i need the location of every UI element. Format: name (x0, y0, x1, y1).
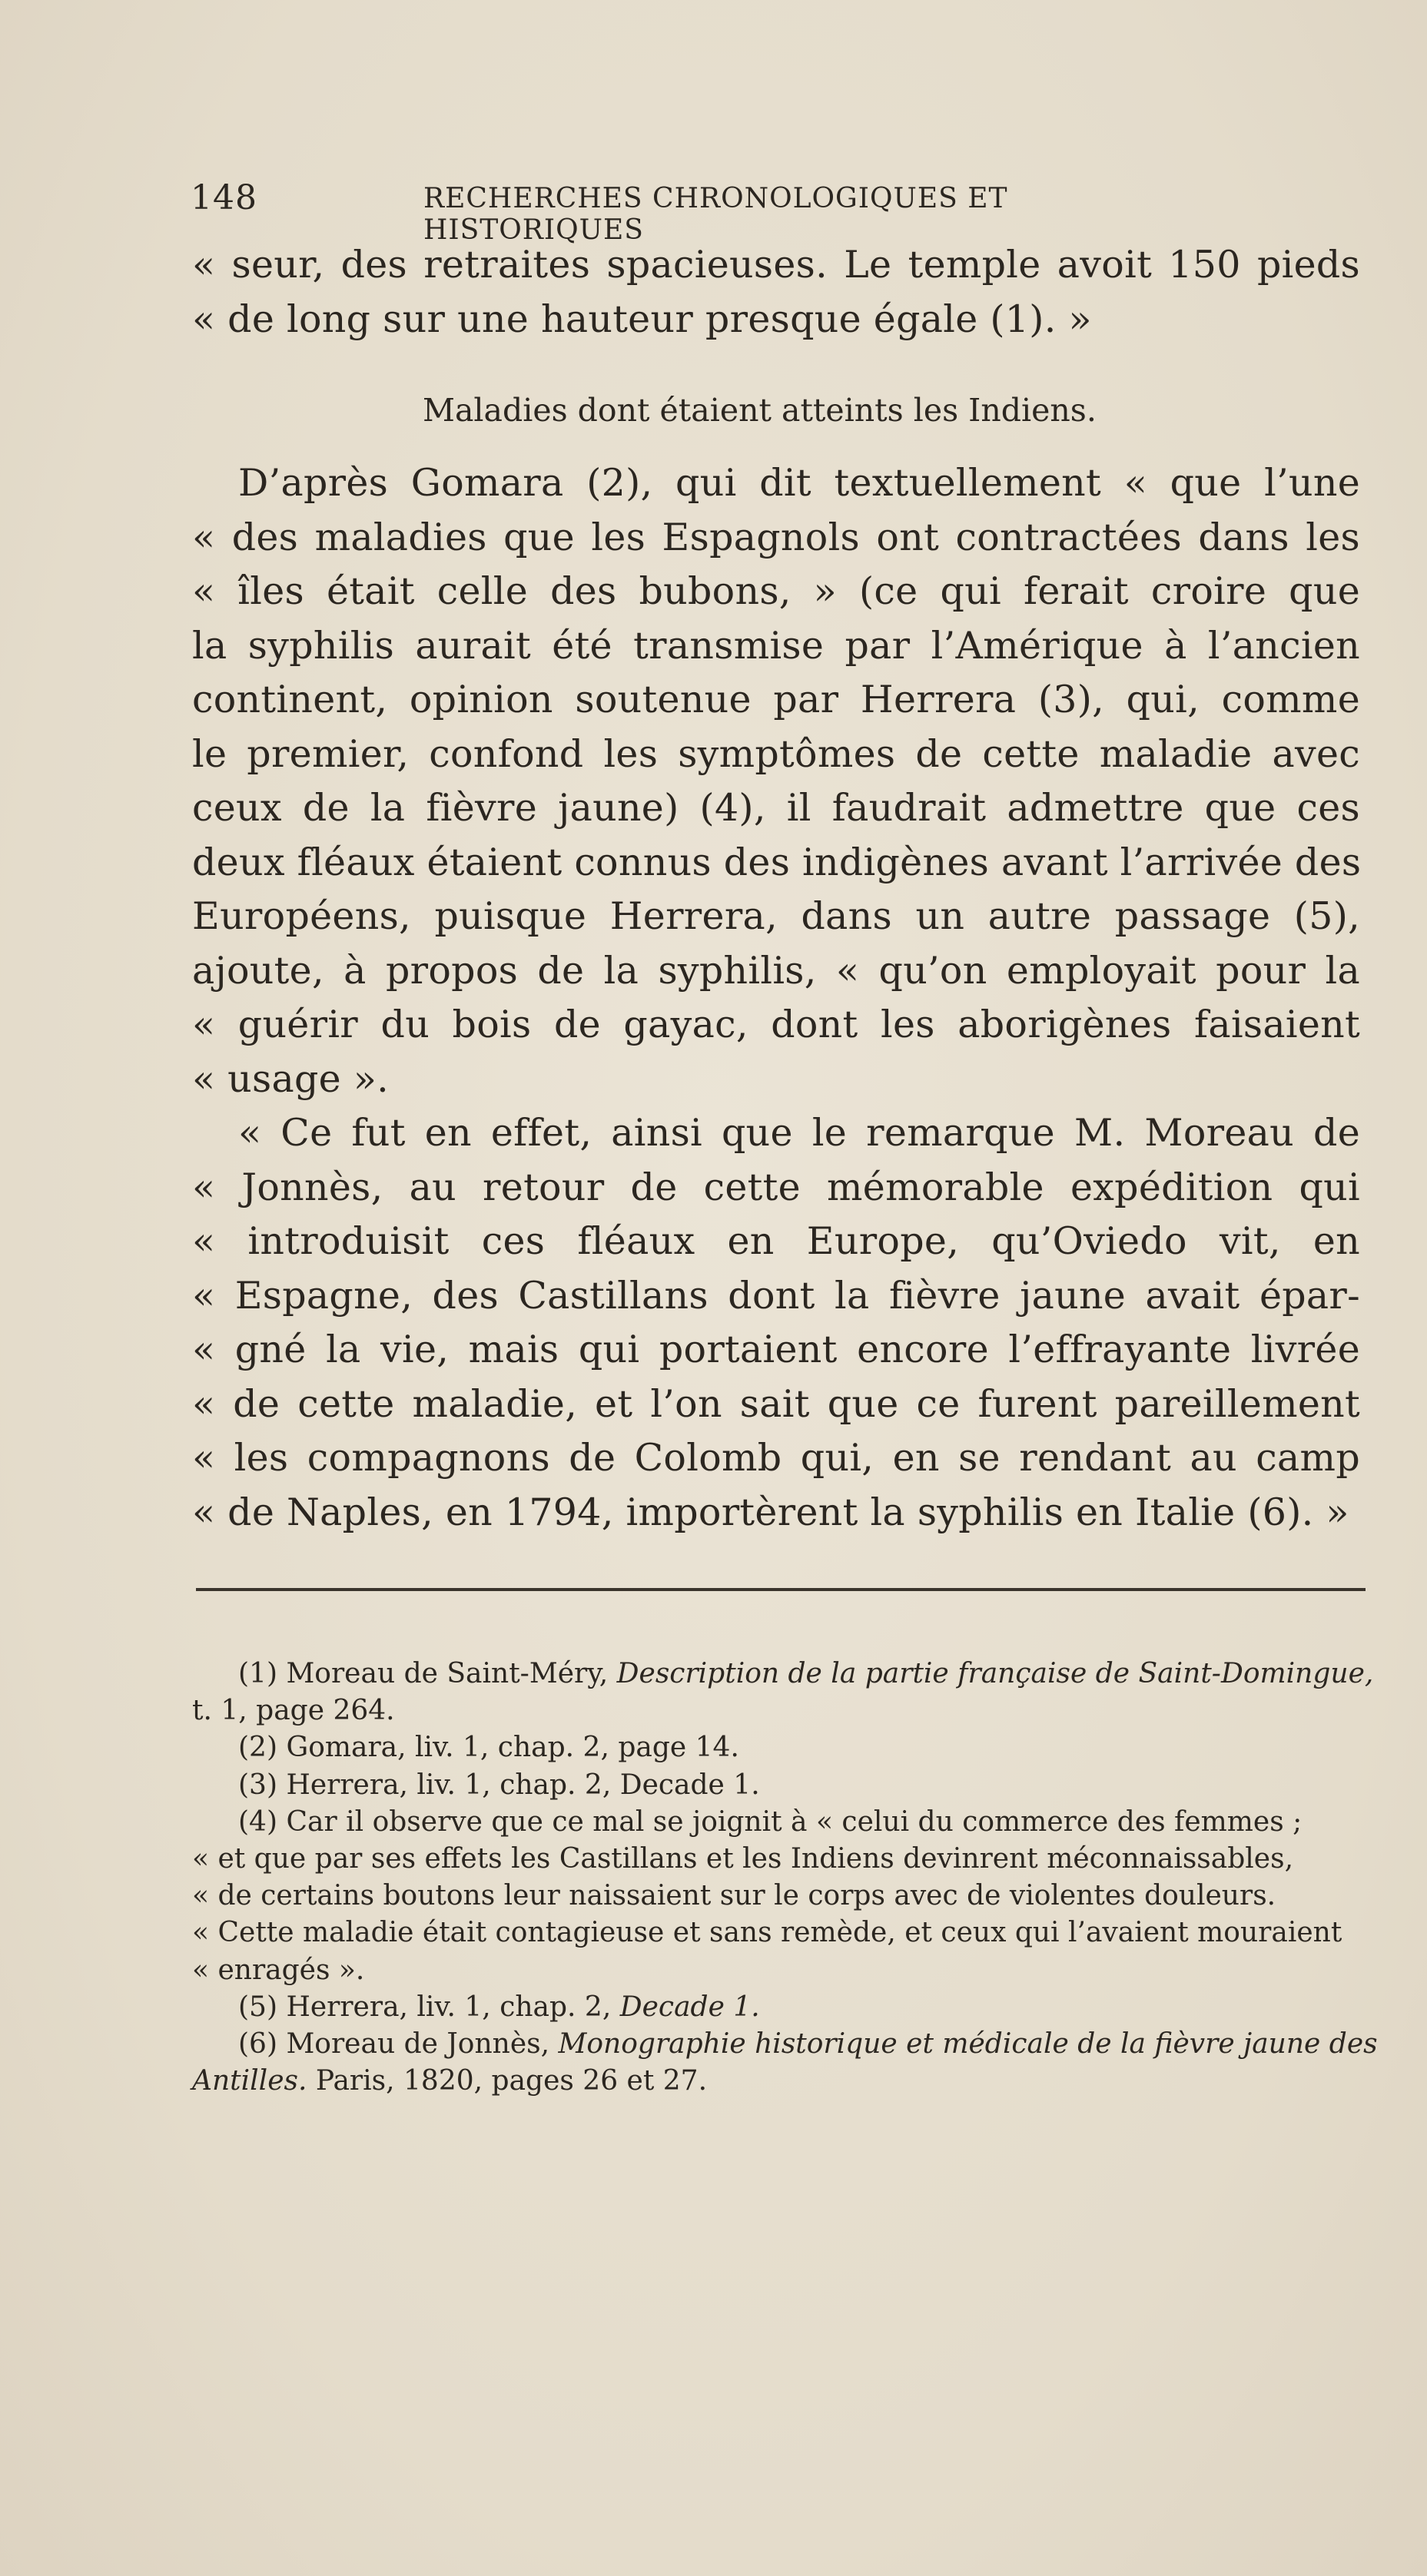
footnote-4-cont: « et que par ses effets les Castillans et les Indiens devinrent méconnaissables, (192, 1843, 1294, 1875)
text-line: « de long sur une hauteur presque égale (1). » (192, 297, 1092, 341)
footnote-6-cont (192, 2063, 1360, 2100)
text-line: « introduisit ces fléaux en Europe, qu’Oviedo vit, en (192, 1219, 1360, 1263)
section-heading: Maladies dont étaient atteints les Indiens. (423, 392, 1097, 429)
footnote-text: (6) Moreau de Jonnès, (238, 2028, 559, 2060)
footnote-1-cont: t. 1, page 264. (192, 1695, 395, 1727)
page-header (191, 178, 1190, 246)
text-line: continent, opinion soutenue par Herrera (3), qui, comme (192, 678, 1360, 721)
text-line: « des maladies que les Espagnols ont contractées dans les (192, 515, 1360, 559)
text-line: « Jonnès, au retour de cette mémorable expédition qui (192, 1165, 1360, 1209)
footnote-4-cont: « de certains boutons leur naissaient sur le corps avec de violentes douleurs. (192, 1880, 1276, 1912)
footnote-text: (1) Moreau de Saint-Méry, (238, 1658, 617, 1689)
footnote-title: Decade 1. (619, 1991, 760, 2023)
footnote-text: Paris, 1820, pages 26 et 27. (307, 2065, 708, 2097)
text-line: « de Naples, en 1794, importèrent la syphilis en Italie (6). » (192, 1490, 1349, 1534)
text-line: Européens, puisque Herrera, dans un autre passage (5), (192, 894, 1360, 938)
footnote-1 (192, 1656, 1374, 1692)
text-line: « seur, des retraites spacieuses. Le temple avoit 150 pieds (192, 243, 1360, 287)
text-line: « usage ». (192, 1056, 389, 1101)
text-line: ajoute, à propos de la syphilis, « qu’on employait pour la (192, 948, 1360, 993)
footnote-6 (192, 2026, 1378, 2063)
text-line: « gné la vie, mais qui portaient encore l’effrayante livrée (192, 1328, 1360, 1371)
text-line: D’après Gomara (2), qui dit textuellement « que l’une (238, 461, 1360, 505)
text-line: le premier, confond les symptômes de cette maladie avec (192, 731, 1360, 776)
footnote-title: Description de la partie française de Saint-Domingue, (616, 1658, 1374, 1689)
text-line: « de cette maladie, et l’on sait que ce furent pareillement (192, 1381, 1360, 1426)
footnote-text: (5) Herrera, liv. 1, chap. 2, (238, 1991, 620, 2023)
quotation-continuation (192, 238, 1360, 346)
footnote-title: Antilles. (192, 2065, 307, 2097)
text-line: « guérir du bois de gayac, dont les aborigènes faisaient (192, 1003, 1360, 1046)
text-line: « les compagnons de Colomb qui, en se rendant au camp (192, 1436, 1360, 1480)
footnote-3: (3) Herrera, liv. 1, chap. 2, Decade 1. (238, 1769, 760, 1801)
footnote-4-cont: « enragés ». (192, 1954, 365, 1986)
running-title: RECHERCHES CHRONOLOGIQUES ET HISTORIQUES (423, 183, 1008, 246)
text-line: « Espagne, des Castillans dont la fièvre jaune avait épar- (192, 1273, 1360, 1318)
text-line: « Ce fut en effet, ainsi que le remarque M. Moreau de (238, 1111, 1360, 1155)
footnote-2: (2) Gomara, liv. 1, chap. 2, page 14. (238, 1732, 739, 1764)
footnote-4: (4) Car il observe que ce mal se joignit à « celui du commerce des femmes ; (238, 1805, 1303, 1838)
text-line: ceux de la fièvre jaune) (4), il faudrait admettre que ces (192, 786, 1360, 830)
footnote-5 (192, 1989, 1360, 2026)
text-line: « îles était celle des bubons, » (ce qui ferait croire que (192, 569, 1360, 613)
footnote-title: Monographie historique et médicale de la fièvre jaune des (558, 2028, 1378, 2060)
text-line: deux fléaux étaient connus des indigènes avant l’arrivée des (192, 840, 1362, 884)
footnote-divider (196, 1588, 1366, 1591)
page-number: 148 (191, 178, 257, 217)
main-paragraphs (192, 456, 1360, 1540)
text-line: la syphilis aurait été transmise par l’Amérique à l’ancien (192, 623, 1360, 668)
footnotes (192, 1656, 1378, 2100)
footnote-4-cont: « Cette maladie était contagieuse et sans remède, et ceux qui l’avaient mouraient (192, 1917, 1342, 1949)
